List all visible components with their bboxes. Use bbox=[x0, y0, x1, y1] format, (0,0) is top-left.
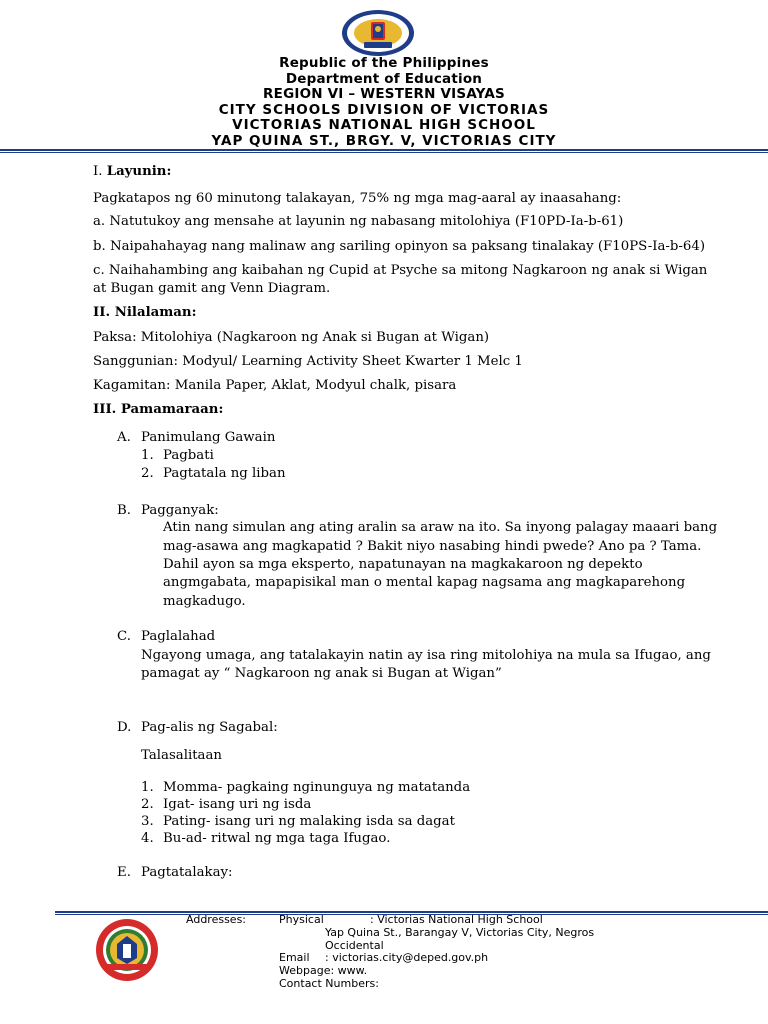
paglalahad-line: pamagat ay “ Nagkaroon ng anak si Bugan at Wigan” bbox=[141, 666, 502, 681]
list-item: Pagbati bbox=[163, 448, 214, 463]
header-divider-thin bbox=[0, 152, 768, 153]
item-a-label: A. bbox=[117, 430, 131, 445]
item-c-label: C. bbox=[117, 629, 131, 644]
objective-c-line2: at Bugan gamit ang Venn Diagram. bbox=[93, 281, 331, 296]
list-item: Momma- pagkaing nginunguya ng matatanda bbox=[163, 780, 471, 795]
header-republic: Republic of the Philippines bbox=[279, 55, 489, 71]
list-number: 2. bbox=[141, 797, 154, 812]
list-number: 1. bbox=[141, 780, 154, 795]
pagganyak-line: angmgabata, mapapisikal man o mental kapag nagsama ang magkaparehong bbox=[163, 575, 686, 590]
header-region: REGION VI – WESTERN VISAYAS bbox=[263, 86, 505, 102]
objective-c-line1: c. Naihahambing ang kaibahan ng Cupid at Psyche sa mitong Nagkaroon ng anak si Wigan bbox=[93, 263, 708, 278]
objective-a: a. Natutukoy ang mensahe at layunin ng nabasang mitolohiya (F10PD-Ia-b-61) bbox=[93, 214, 624, 229]
paksa-text: Paksa: Mitolohiya (Nagkaroon ng Anak si Bugan at Wigan) bbox=[93, 330, 490, 345]
pagganyak-line: magkadugo. bbox=[163, 594, 246, 609]
list-item: Bu-ad- ritwal ng mga taga Ifugao. bbox=[163, 831, 391, 846]
pagganyak-line: Atin nang simulan ang ating aralin sa araw na ito. Sa inyong palagay maaari bang bbox=[163, 520, 718, 535]
physical-address-line3: Occidental bbox=[325, 939, 384, 952]
item-d-title: Pag-alis ng Sagabal: bbox=[141, 720, 278, 735]
section-nilalaman-heading: II. Nilalaman: bbox=[93, 305, 197, 320]
item-e-label: E. bbox=[117, 865, 131, 880]
physical-address-value: : Victorias National High School bbox=[370, 913, 543, 926]
list-item: Pating- isang uri ng malaking isda sa dagat bbox=[163, 814, 455, 829]
intro-text: Pagkatapos ng 60 minutong talakayan, 75% ng mga mag-aaral ay inaasahang: bbox=[93, 191, 622, 206]
header-address: YAP QUINA ST., BRGY. V, VICTORIAS CITY bbox=[211, 132, 557, 149]
item-a-title: Panimulang Gawain bbox=[141, 430, 276, 445]
item-e-title: Pagtatalakay: bbox=[141, 865, 233, 880]
email-value: : victorias.city@deped.gov.ph bbox=[325, 951, 489, 964]
letterhead bbox=[0, 56, 768, 149]
section-number: I. bbox=[93, 164, 107, 179]
addresses-label: Addresses: bbox=[186, 913, 247, 926]
talasalitaan-heading: Talasalitaan bbox=[141, 748, 222, 763]
section-pamamaraan-heading: III. Pamamaraan: bbox=[93, 402, 224, 417]
contact-numbers-text: Contact Numbers: bbox=[279, 977, 379, 990]
objective-b: b. Naipahahayag nang malinaw ang sariling opinyon sa paksang tinalakay (F10PS-Ia-b-64) bbox=[93, 239, 706, 254]
list-item: Pagtatala ng liban bbox=[163, 466, 286, 481]
header-divider bbox=[0, 149, 768, 151]
header-division: CITY SCHOOLS DIVISION OF VICTORIAS bbox=[218, 101, 550, 118]
footer-contact bbox=[0, 912, 768, 1024]
item-b-label: B. bbox=[117, 503, 131, 518]
pagganyak-line: Dahil ayon sa mga eksperto, napatunayan na magkakaroon ng depekto bbox=[163, 557, 643, 572]
list-number: 2. bbox=[141, 466, 154, 481]
email-label: Email bbox=[279, 951, 310, 964]
list-number: 3. bbox=[141, 814, 154, 829]
item-c-title: Paglalahad bbox=[141, 629, 216, 644]
header-school: VICTORIAS NATIONAL HIGH SCHOOL bbox=[232, 117, 536, 133]
kagamitan-text: Kagamitan: Manila Paper, Aklat, Modyul chalk, pisara bbox=[93, 378, 457, 393]
deped-seal-logo bbox=[340, 8, 416, 58]
item-b-title: Pagganyak: bbox=[141, 503, 219, 518]
item-d-label: D. bbox=[117, 720, 132, 735]
sanggunian-text: Sanggunian: Modyul/ Learning Activity Sheet Kwarter 1 Melc 1 bbox=[93, 354, 523, 369]
list-number: 4. bbox=[141, 831, 154, 846]
list-item: Igat- isang uri ng isda bbox=[163, 797, 312, 812]
list-number: 1. bbox=[141, 448, 154, 463]
physical-address-line2: Yap Quina St., Barangay V, Victorias City, Negros bbox=[325, 926, 595, 939]
paglalahad-line: Ngayong umaga, ang tatalakayin natin ay isa ring mitolohiya na mula sa Ifugao, ang bbox=[141, 648, 711, 663]
webpage-text: Webpage: www. bbox=[279, 964, 368, 977]
physical-label: Physical bbox=[279, 913, 324, 926]
section-layunin-heading bbox=[93, 164, 171, 179]
section-title: Layunin: bbox=[106, 164, 172, 179]
header-department: Department of Education bbox=[285, 70, 483, 87]
pagganyak-line: mag-asawa ang magkapatid ? Bakit niyo nasabing hindi pwede? Ano pa ? Tama. bbox=[163, 539, 702, 554]
